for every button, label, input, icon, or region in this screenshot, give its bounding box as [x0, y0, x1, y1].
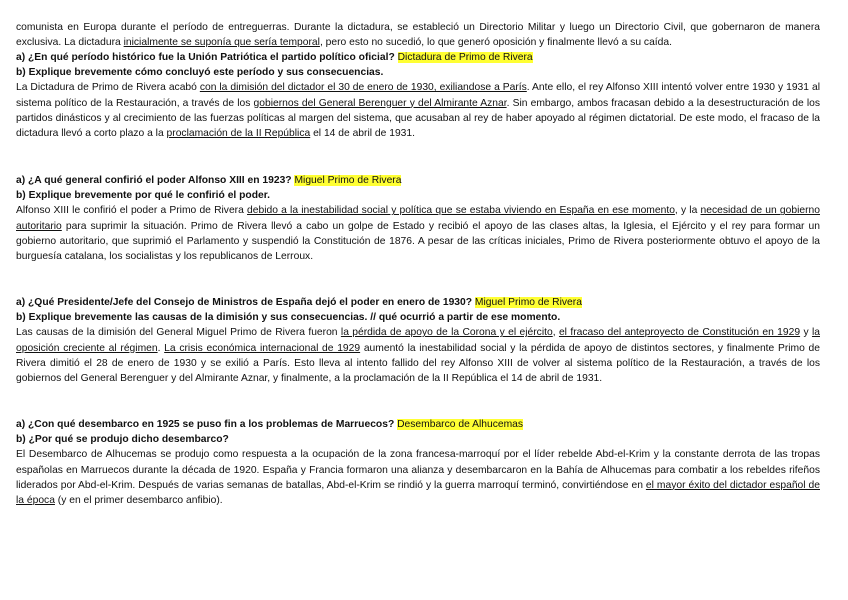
- answer-text: para suprimir la situación. Primo de Rivera llevó a cabo un golpe de Estado y recibió el apoyo de las clases altas, la Iglesia, el Ejército y el rey para formar un gobierno autoritario, que suprimió el Parlamento y suspendió la Constitución de 1876. A pesar de las críticas iniciales, Primo de Rivera posteriormente obtuvo el apoyo de la burguesía catalana, los socialistas y los republicanos de Lerroux.: [16, 220, 820, 263]
- question-a: [16, 173, 820, 188]
- answer-paragraph: [16, 325, 820, 386]
- answer-underline: debido a la inestabilidad social y política que se estaba viviendo en España en ese momento: [247, 205, 675, 217]
- question-a-text: a) ¿A qué general confirió el poder Alfonso XIII en 1923?: [16, 175, 295, 186]
- answer-text: y: [800, 327, 812, 339]
- highlighted-answer: Miguel Primo de Rivera: [474, 297, 582, 308]
- answer-paragraph: [16, 447, 820, 508]
- answer-paragraph: [16, 203, 820, 264]
- question-a: [16, 295, 820, 310]
- answer-text: aumentó la inestabilidad social y la pérdida de apoyo de distintos sectores, y finalmente Primo de Rivera dimitió el 28 de enero de 1930 y se exilió a París. Esto lleva al intento fallido del rey Alfonso XIII de volver al sistema político de la Restauración, a través de los gobiernos del General Berenguer y del Almirante Aznar, y finalmente, a la proclamación de la II República el 14 de abril de 1931.: [16, 342, 820, 385]
- answer-underline: necesidad de un gobierno autoritario: [16, 205, 820, 232]
- intro-paragraph: [16, 20, 820, 50]
- section-4: [16, 417, 820, 508]
- section-3: [16, 295, 820, 386]
- section-1: [16, 50, 820, 141]
- answer-underline: la pérdida de apoyo de la Corona y el ejército: [340, 327, 553, 339]
- answer-text: La Dictadura de Primo de Rivera acabó: [16, 82, 200, 94]
- question-a-text: a) ¿Qué Presidente/Jefe del Consejo de Ministros de España dejó el poder en enero de 1930?: [16, 297, 475, 308]
- highlighted-answer: Dictadura de Primo de Rivera: [397, 52, 533, 63]
- answer-underline: gobiernos del General Berenguer y del Almirante Aznar: [253, 97, 507, 109]
- intro-block: [16, 20, 820, 50]
- intro-text: , pero esto no sucedió, lo que generó oposición y finalmente llevó a su caída.: [319, 37, 672, 49]
- section-2: [16, 173, 820, 264]
- answer-text: El Desembarco de Alhucemas se produjo como respuesta a la ocupación de la zona francesa-marroquí por el líder rebelde Abd-el-Krim y la constante derrota de las tropas españolas en Marruecos durante la década de 1920. España y Francia formaron una alianza y desembarcaron en la Bahía de Alhucemas para combatir a los rebeldes rifeños liderados por Abd-el-Krim. Después de varias semanas de batallas, Abd-el-Krim se rindió y la guerra marroquí terminó, convirtiéndose en: [16, 449, 820, 491]
- answer-underline: la oposición creciente al régimen: [16, 327, 820, 354]
- intro-text: comunista en Europa durante el período de entreguerras. Durante la dictadura, se estableció un Directorio Militar y luego un Directorio Civil, que gobernaron de manera exclusiva. La dictadura: [16, 22, 820, 49]
- highlighted-answer: Miguel Primo de Rivera: [294, 175, 402, 186]
- answer-underline: el mayor éxito del dictador español de la época: [16, 479, 820, 507]
- question-b: b) ¿Por qué se produjo dicho desembarco?: [16, 434, 229, 446]
- question-a: [16, 417, 820, 432]
- question-a: [16, 50, 820, 65]
- question-b: b) Explique brevemente cómo concluyó este período y sus consecuencias.: [16, 67, 384, 79]
- answer-paragraph: [16, 80, 820, 141]
- answer-text: (y en el primer desembarco anfibio).: [54, 495, 223, 507]
- question-b: b) Explique brevemente por qué le confirió el poder.: [16, 190, 271, 202]
- answer-text: Las causas de la dimisión del General Miguel Primo de Rivera fueron: [16, 327, 341, 339]
- answer-underline: La crisis económica internacional de 1929: [164, 342, 361, 354]
- intro-underline: inicialmente se suponía que sería temporal: [123, 37, 320, 49]
- answer-text: . Ante ello, el rey Alfonso XIII intentó volver entre 1930 y 1931 al sistema político de la Restauración, a través de los: [16, 82, 820, 109]
- answer-underline: proclamación de la II República: [166, 128, 311, 140]
- question-a-text: a) ¿En qué período histórico fue la Unión Patriótica el partido político oficial?: [16, 52, 398, 63]
- question-b: b) Explique brevemente las causas de la dimisión y sus consecuencias. // qué ocurrió a partir de ese momento.: [16, 312, 561, 324]
- answer-text: el 14 de abril de 1931.: [310, 128, 415, 140]
- answer-underline: el fracaso del anteproyecto de Constitución en 1929: [558, 327, 801, 339]
- answer-text: , y la: [674, 205, 701, 217]
- question-a-text: a) ¿Con qué desembarco en 1925 se puso fin a los problemas de Marruecos?: [16, 419, 398, 430]
- answer-text: . Sin embargo, ambos fracasan debido a la desestructuración de los partidos dinásticos y al crecimiento de las fuerzas políticas al margen del sistema, que acusaban al rey de haber apoyado al régimen dictatorial. De este modo, el fracaso de la dictadura llevó a corto plazo a la: [16, 97, 820, 140]
- answer-text: ,: [552, 327, 559, 339]
- answer-underline: con la dimisión del dictador el 30 de enero de 1930, exiliandose a París: [199, 82, 527, 94]
- highlighted-answer: Desembarco de Alhucemas: [397, 419, 524, 430]
- answer-text: Alfonso XIII le confirió el poder a Primo de Rivera: [16, 205, 248, 217]
- answer-text: .: [157, 342, 165, 354]
